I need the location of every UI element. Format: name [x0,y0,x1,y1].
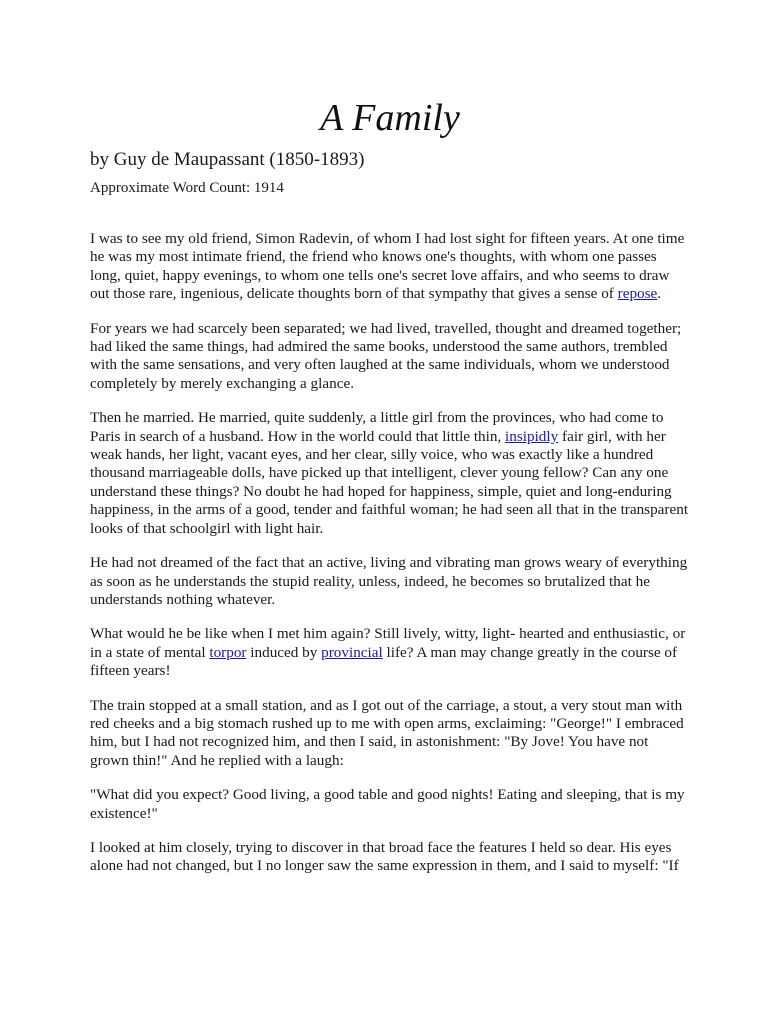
paragraph-text: What would he be like when I met him again? Still lively, witty, light- hearted and enthusiastic, or in a state of mental [90,625,686,661]
paragraph-3 [90,409,690,538]
paragraph-2: For years we had scarcely been separated; we had lived, travelled, thought and dreamed together; had liked the same things, had admired the same books, understood the same authors, trembled with the same sensations, and very often laughed at the same individuals, whom we understood completely by merely exchanging a glance. [90,319,682,392]
paragraph-1 [90,230,690,304]
link-provincial[interactable]: provincial [321,643,383,661]
paragraph-text: life? A man may change greatly in the course of fifteen years! [90,643,678,680]
paragraph-5 [90,625,690,680]
link-torpor[interactable]: torpor [209,643,247,661]
link-repose[interactable]: repose [617,285,658,303]
word-count: Approximate Word Count: 1914 [90,180,284,196]
story-title: A Family [320,97,460,139]
author-byline: by Guy de Maupassant (1850-1893) [90,149,365,170]
paragraph-text: Then he married. He married, quite suddenly, a little girl from the provinces, who had come to Paris in search of a husband. How in the world could that little thin, [90,409,664,445]
paragraph-8: I looked at him closely, trying to discover in that broad face the features I held so dear. His eyes alone had not changed, but I no longer saw the same expression in them, and I said to myself: "If [90,838,679,875]
paragraph-text: . [657,285,662,303]
paragraph-text: I was to see my old friend, Simon Radevin, of whom I had lost sight for fifteen years. At one time he was my most intimate friend, the friend who knows one's thoughts, with whom one passes long, quiet, happy evenings, to whom one tells one's secret love affairs, and who seems to draw out those rare, ingenious, delicate thoughts born of that sympathy that gives a sense of [90,230,685,303]
story-body [90,230,690,876]
link-insipidly[interactable]: insipidly [505,427,559,445]
paragraph-7: "What did you expect? Good living, a good table and good nights! Eating and sleeping, that is my existence!" [90,786,685,822]
paragraph-6: The train stopped at a small station, and as I got out of the carriage, a stout, a very stout man with red cheeks and a big stomach rushed up to me with open arms, exclaiming: "George!" I embraced him, but I had not recognized him, and then I said, in astonishment: "By Jove! You have not grown thin!" And he replied with a laugh: [90,696,684,769]
paragraph-4: He had not dreamed of the fact that an active, living and vibrating man grows weary of everything as soon as he understands the stupid reality, unless, indeed, he becomes so brutalized that he understands nothing whatever. [90,554,688,608]
document-page [90,94,690,892]
paragraph-text: fair girl, with her weak hands, her light, vacant eyes, and her clear, silly voice, who was exactly like a hundred thousand marriageable dolls, have picked up that intelligent, clever young fellow? Can any one understand these things? No doubt he had hoped for happiness, simple, quiet and long-enduring happiness, in the arms of a good, tender and faithful woman; he had seen all that in the transparent looks of that schoolgirl with light hair. [90,427,689,537]
paragraph-text: induced by [246,643,322,661]
